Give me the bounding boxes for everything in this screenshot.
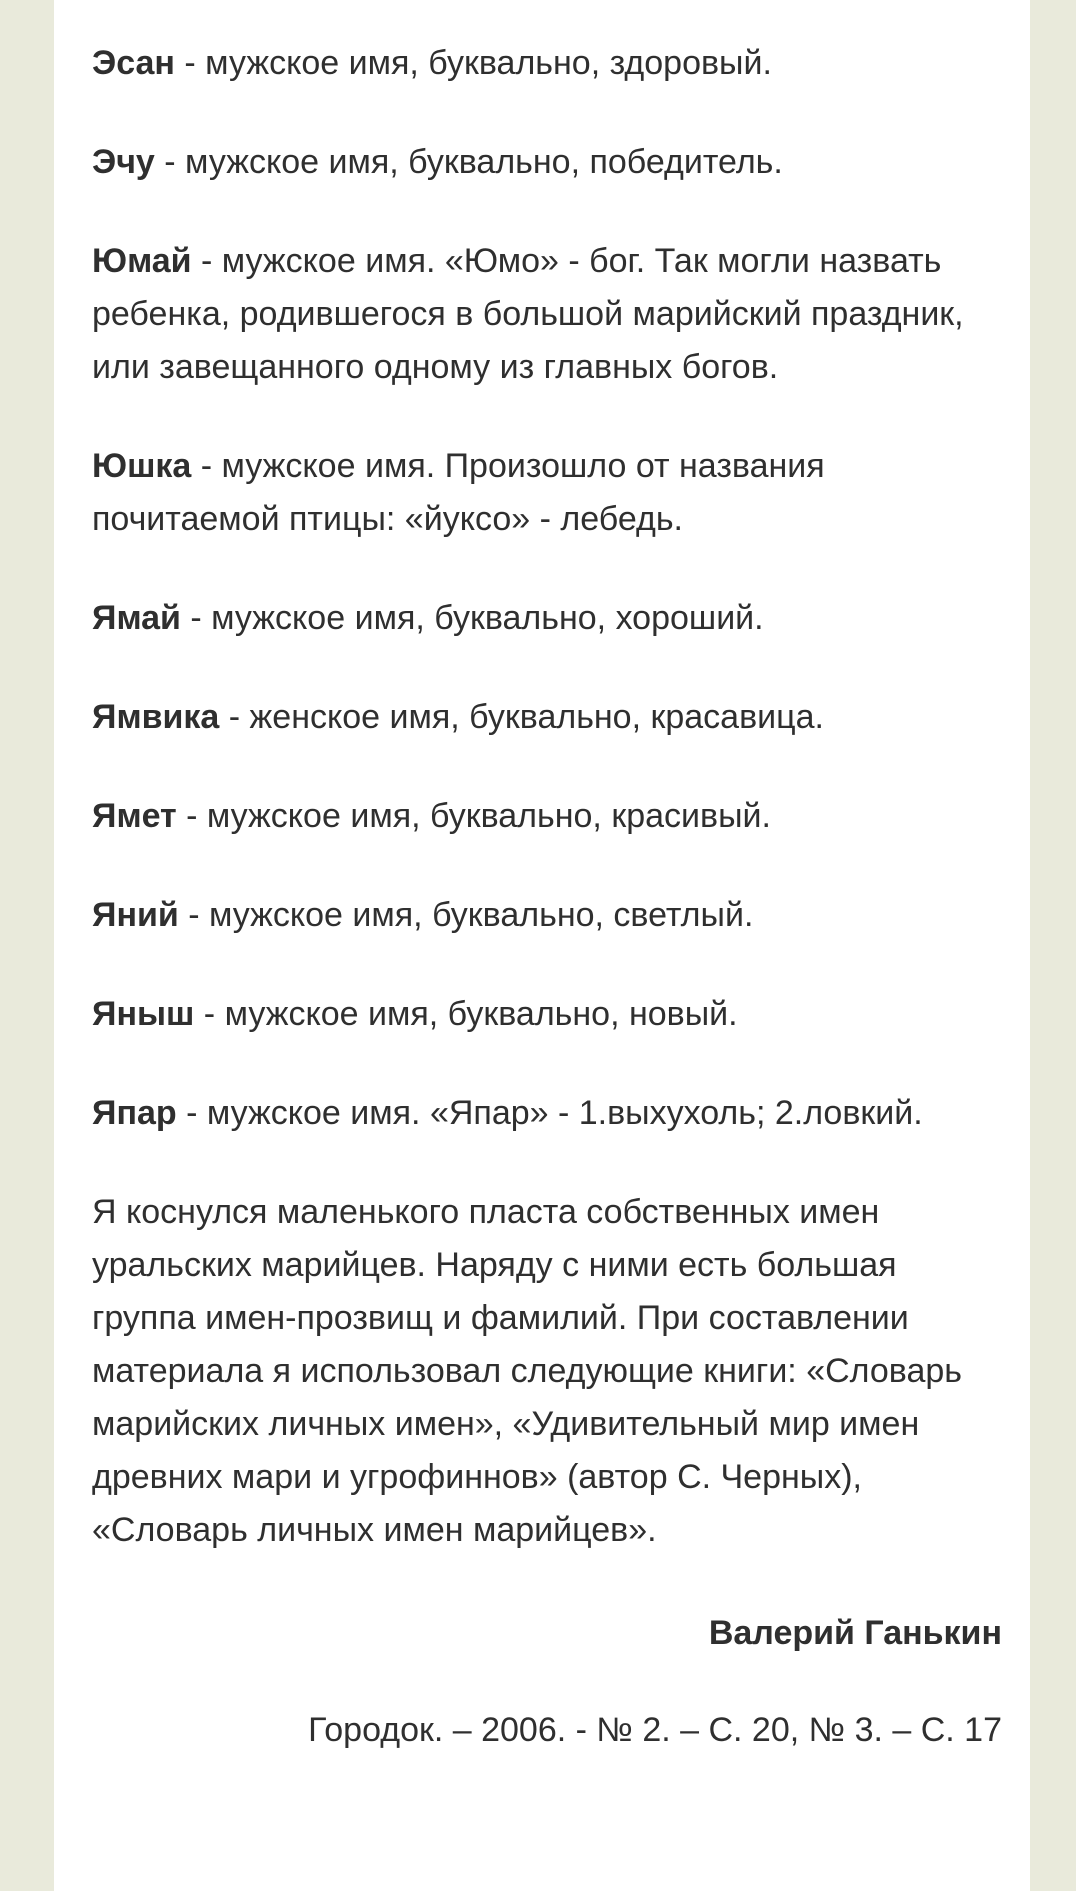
entry-name: Ямет — [92, 797, 177, 835]
entry-name: Ямай — [92, 599, 181, 637]
closing-paragraph: Я коснулся маленького пласта собственных имен уральских марийцев. Наряду с ними есть большая группа имен-прозвищ и фамилий. При составлении материала я использовал следующие книги: «Словарь марийских личных имен», «Удивительный мир имен древних мари и угрофиннов» (автор С. Черных), «Словарь личных имен марийцев». — [92, 1193, 963, 1549]
article-page — [54, 0, 1030, 1891]
name-entry — [92, 790, 1002, 843]
name-entry — [92, 691, 1002, 744]
entry-description: - мужское имя, буквально, красивый. — [176, 797, 771, 835]
name-entry — [92, 136, 1002, 189]
entry-description: - мужское имя, буквально, новый. — [194, 995, 738, 1033]
entry-name: Ямвика — [92, 698, 220, 736]
name-entry — [92, 592, 1002, 645]
author-signature: Валерий Ганькин — [708, 1614, 1002, 1652]
entry-name: Яныш — [92, 995, 195, 1033]
name-entry — [92, 889, 1002, 942]
name-entry — [92, 988, 1002, 1041]
source-citation: Городок. – 2006. - № 2. – С. 20, № 3. – С. 17 — [308, 1711, 1002, 1749]
entry-name: Эчу — [92, 143, 155, 181]
name-entry — [92, 1087, 1002, 1140]
entry-name: Юмай — [92, 242, 192, 280]
name-entry — [92, 440, 1002, 546]
entry-description: - мужское имя. «Япар» - 1.выхухоль; 2.ловкий. — [176, 1094, 923, 1132]
name-entry — [92, 235, 1002, 394]
entry-description: - мужское имя, буквально, победитель. — [154, 143, 783, 181]
entry-description: - мужское имя. Произошло от названия почитаемой птицы: «йуксо» - лебедь. — [92, 447, 825, 538]
entry-description: - женское имя, буквально, красавица. — [219, 698, 824, 736]
entry-name: Юшка — [92, 447, 192, 485]
entry-name: Япар — [92, 1094, 177, 1132]
article-content — [92, 0, 1002, 1757]
entry-description: - мужское имя, буквально, здоровый. — [174, 44, 772, 82]
entry-description: - мужское имя, буквально, светлый. — [178, 896, 754, 934]
name-entry — [92, 37, 1002, 90]
entry-description: - мужское имя, буквально, хороший. — [180, 599, 764, 637]
entry-description: - мужское имя. «Юмо» - бог. Так могли назвать ребенка, родившегося в большой марийский праздник, или завещанного одному из главных богов. — [92, 242, 964, 386]
entry-name: Яний — [92, 896, 179, 934]
entry-name: Эсан — [92, 44, 175, 82]
